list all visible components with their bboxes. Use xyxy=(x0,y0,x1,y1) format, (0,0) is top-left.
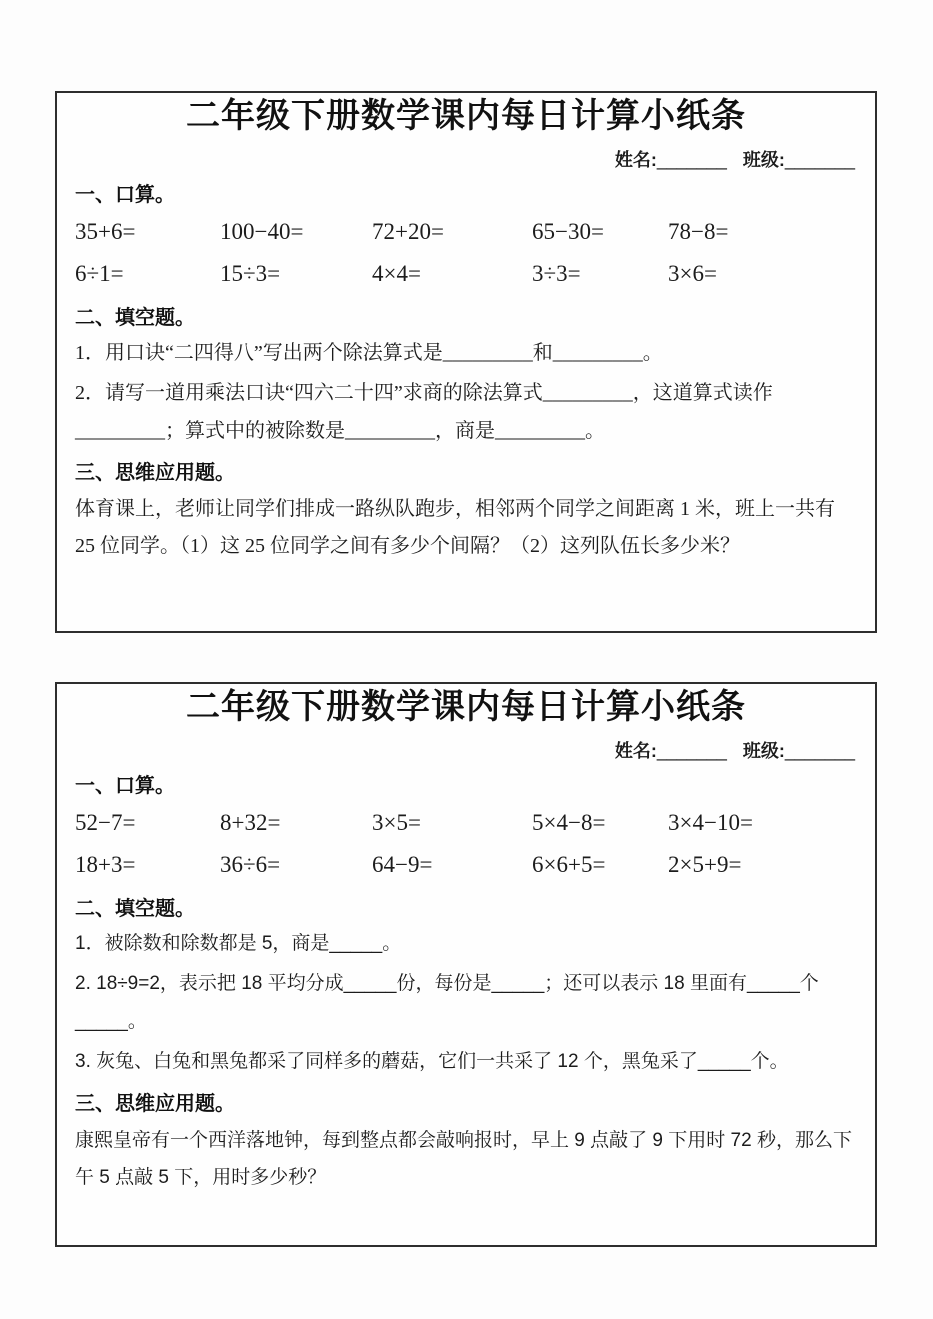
oral-problem: 6÷1= xyxy=(75,261,124,286)
oral-problem: 3×5= xyxy=(372,810,421,835)
oral-problem: 35+6= xyxy=(75,219,136,244)
fill-item: 2. 18÷9=2，表示把 18 平均分成_____份，每份是_____；还可以表示 18 里面有_____个_____。 xyxy=(75,973,819,1032)
name-class-line xyxy=(75,148,857,172)
section-heading-oral: 一、口算。 xyxy=(75,184,175,206)
name-blank: _______ xyxy=(656,150,727,170)
oral-problem: 4×4= xyxy=(372,261,421,286)
oral-problem: 3×6= xyxy=(668,261,717,286)
section-heading-oral: 一、口算。 xyxy=(75,775,175,797)
class-blank: _______ xyxy=(784,150,855,170)
fill-item: 1．用口诀“二四得八”写出两个除法算式是_________和_________。 xyxy=(75,342,663,364)
application-problem: 康熙皇帝有一个西洋落地钟，每到整点都会敲响报时，早上 9 点敲了 9 下用时 72 秒，那么下午 5 点敲 5 下，用时多少秒？ xyxy=(75,1130,852,1188)
fill-item: 3. 灰兔、白兔和黑兔都采了同样多的蘑菇，它们一共采了 12 个，黑兔采了_____个。 xyxy=(75,1051,789,1072)
oral-problems-grid xyxy=(75,802,857,886)
oral-problem: 64−9= xyxy=(372,852,433,877)
oral-problem: 36÷6= xyxy=(220,852,281,877)
section-heading-application: 三、思维应用题。 xyxy=(75,462,235,484)
oral-problem: 15÷3= xyxy=(220,261,281,286)
class-label: 班级: xyxy=(742,741,785,761)
oral-problem: 8+32= xyxy=(220,810,281,835)
page-title: 二年级下册数学课内每日计算小纸条 xyxy=(186,688,746,726)
name-label: 姓名: xyxy=(614,741,657,761)
fill-item: 2．请写一道用乘法口诀“四六二十四”求商的除法算式_________，这道算式读作_________；算式中的被除数是_________，商是_________。 xyxy=(75,382,773,442)
worksheet-card-2 xyxy=(55,682,877,1247)
section-heading-fill: 二、填空题。 xyxy=(75,307,195,329)
oral-problem: 18+3= xyxy=(75,852,136,877)
oral-problem: 52−7= xyxy=(75,810,136,835)
application-problem: 体育课上，老师让同学们排成一路纵队跑步，相邻两个同学之间距离 1 米，班上一共有 25 位同学。（1）这 25 位同学之间有多少个间隔？（2）这列队伍长多少米？ xyxy=(75,498,835,557)
oral-problem: 100−40= xyxy=(220,219,304,244)
oral-problem: 3÷3= xyxy=(532,261,581,286)
oral-problem: 5×4−8= xyxy=(532,810,606,835)
oral-problem: 72+20= xyxy=(372,219,444,244)
name-class-line xyxy=(75,739,857,763)
section-heading-application: 三、思维应用题。 xyxy=(75,1093,235,1115)
class-blank: _______ xyxy=(784,741,855,761)
name-label: 姓名: xyxy=(614,150,657,170)
oral-problems-grid xyxy=(75,211,857,295)
page-title: 二年级下册数学课内每日计算小纸条 xyxy=(186,97,746,135)
oral-problem: 78−8= xyxy=(668,219,729,244)
worksheet-card-1 xyxy=(55,91,877,633)
fill-item: 1．被除数和除数都是 5，商是_____。 xyxy=(75,933,402,954)
section-heading-fill: 二、填空题。 xyxy=(75,898,195,920)
class-label: 班级: xyxy=(742,150,785,170)
oral-problem: 6×6+5= xyxy=(532,852,606,877)
oral-problem: 2×5+9= xyxy=(668,852,742,877)
name-blank: _______ xyxy=(656,741,727,761)
oral-problem: 65−30= xyxy=(532,219,604,244)
oral-problem: 3×4−10= xyxy=(668,810,753,835)
